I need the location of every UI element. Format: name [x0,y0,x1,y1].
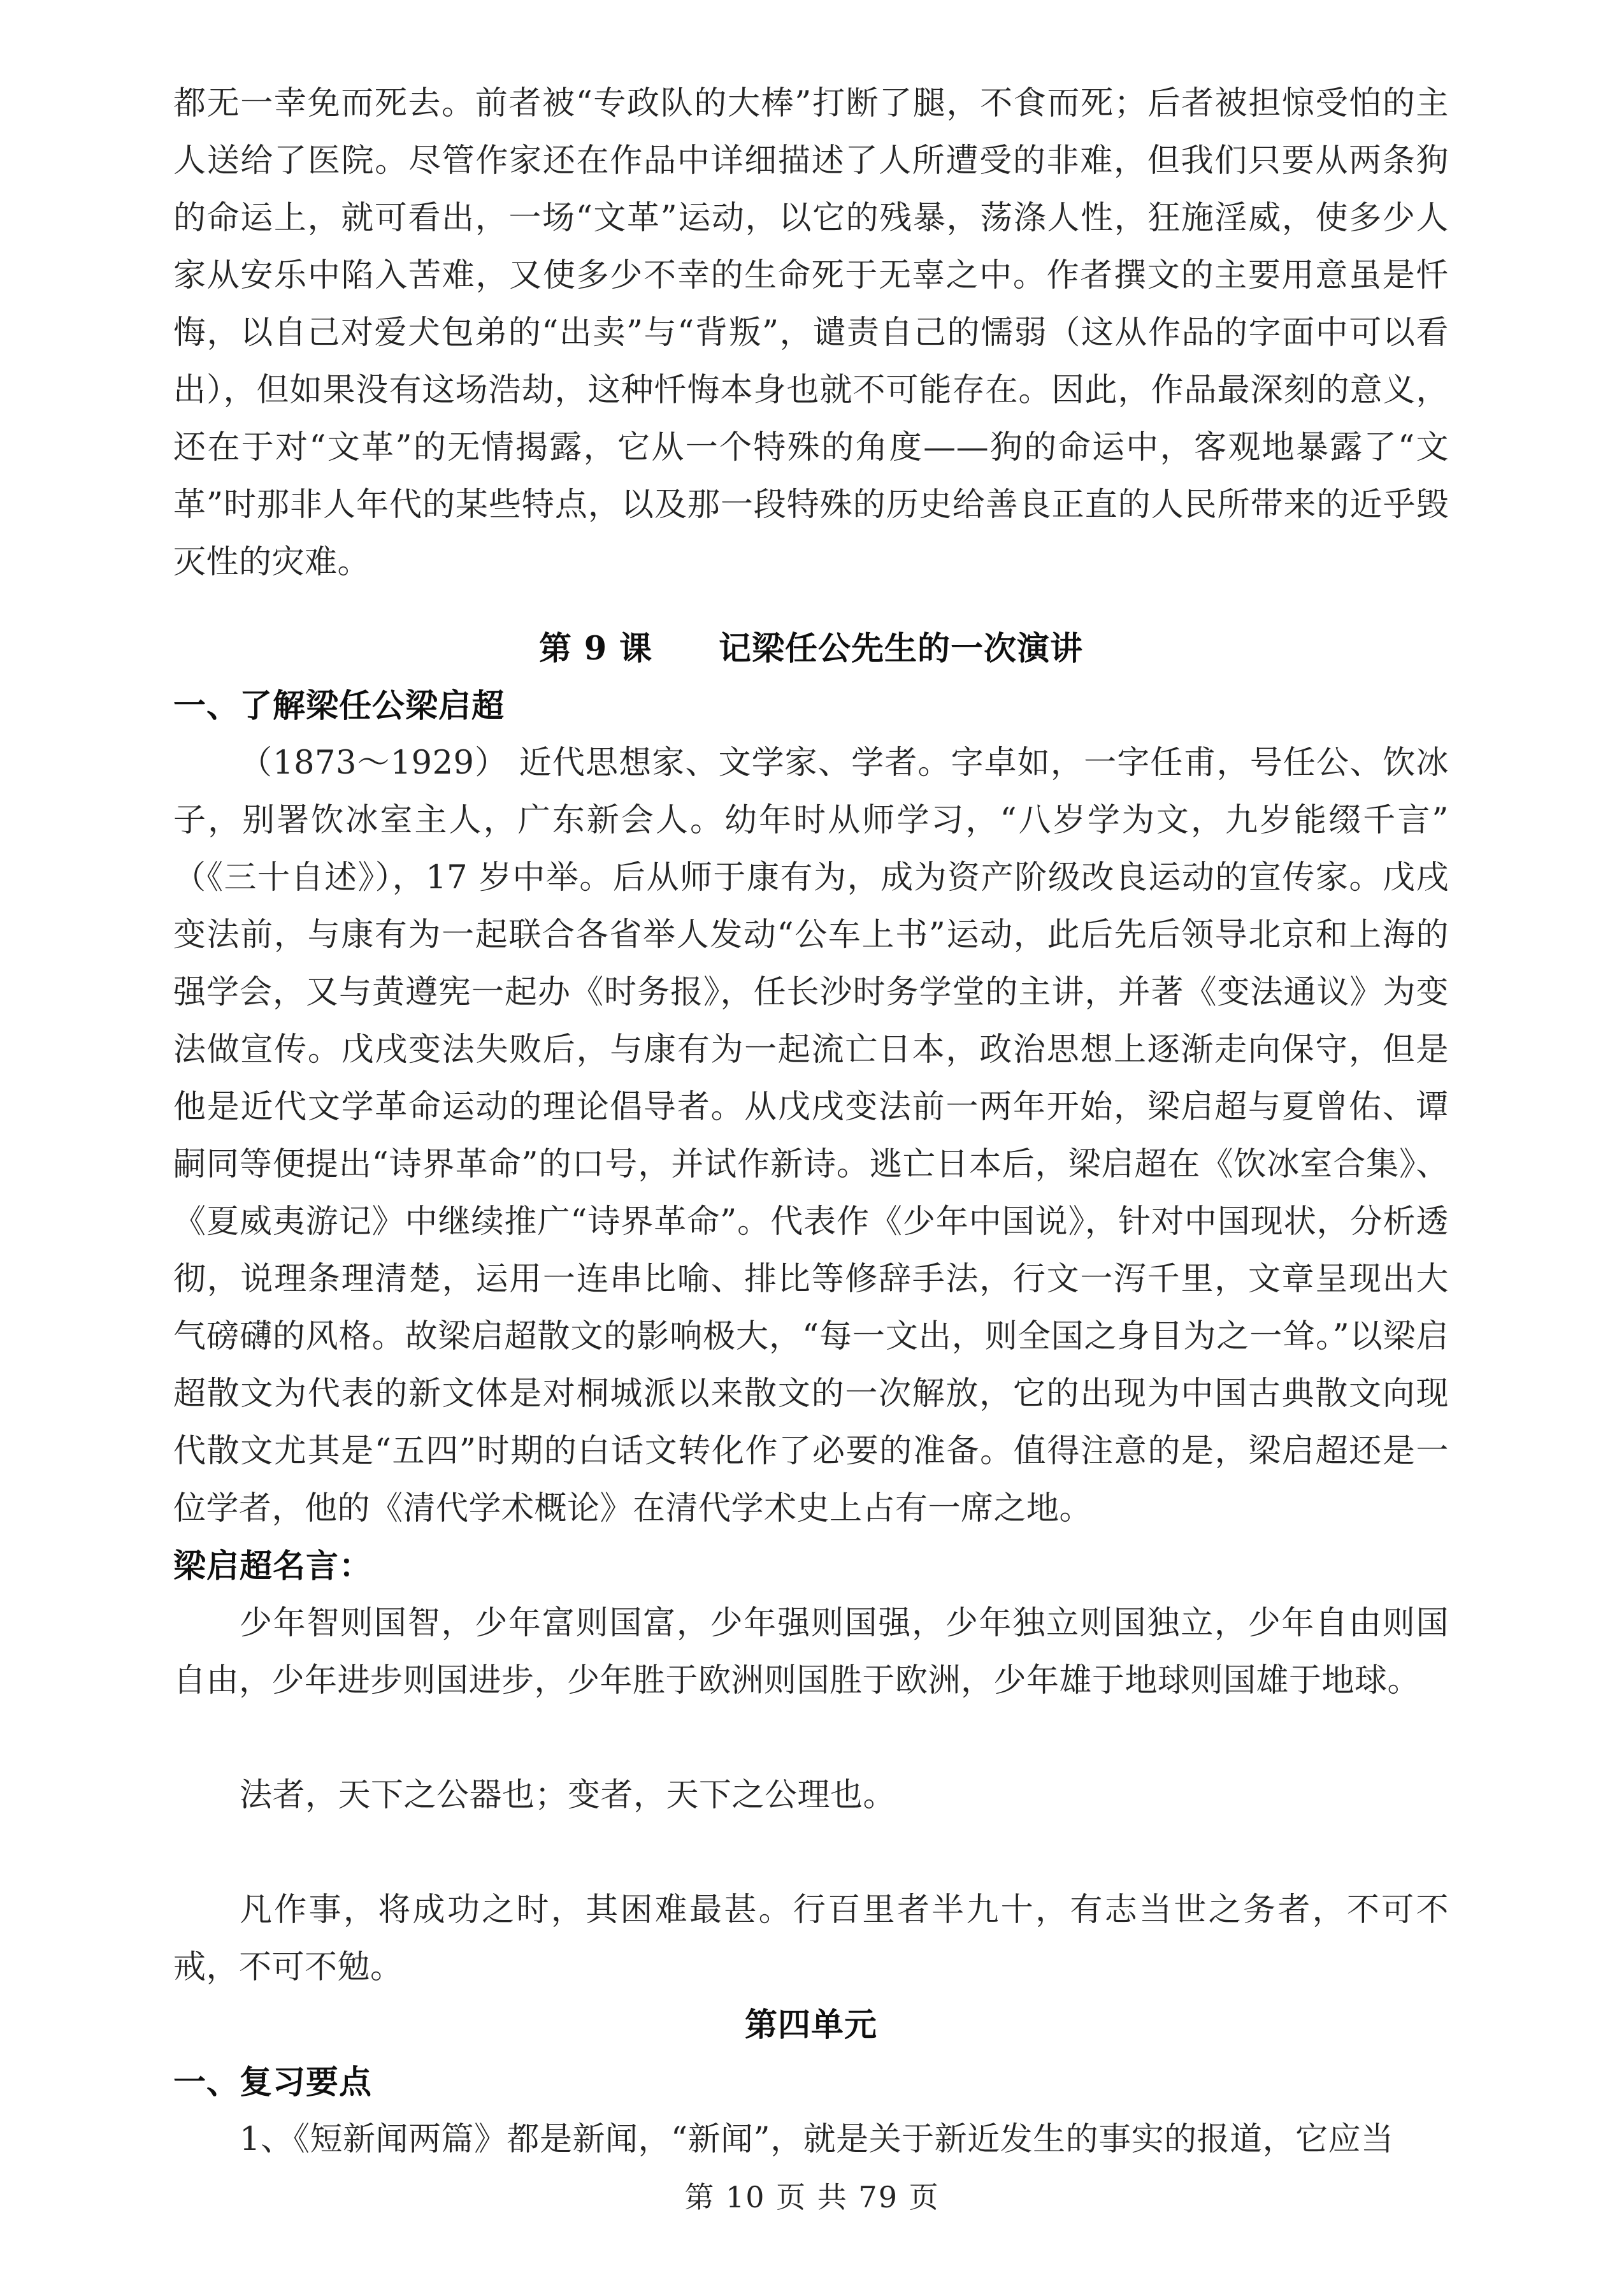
lesson-title: 第 9 课 记梁任公先生的一次演讲 [539,630,1083,668]
unit-title: 第四单元 [744,2006,877,2044]
quotes-heading: 梁启超名言： [173,1547,373,1585]
unit-section-heading-1: 一、复习要点 [173,2063,373,2102]
quote-item-2: 法者，天下之公器也；变者，天下之公理也。 [240,1777,896,1814]
liang-qichao-biography: （1873～1929） 近代思想家、文学家、学者。字卓如，一字任甫，号任公、饮冰子，别署饮冰室主人，广东新会人。幼年时从师学习，“八岁学为文，九岁能缀千言”（《三十自述》），17 岁中举。后从师于康有为，成为资产阶级改良运动的宣传家。戊戌变法前，与康有为一起联合各省举人发动“公车上书”运动，此后先后领导北京和上海的强学会，又与黄遵宪一起办《时务报》，任长沙时务学堂的主讲，并著《变法通议》为变法做宣传。戊戌变法失败后，与康有为一起流亡日本，政治思想上逐渐走向保守，但是他是近代文学革命运动的理论倡导者。从戊戌变法前一两年开始，梁启超与夏曾佑、谭嗣同等便提出“诗界革命”的口号，并试作新诗。逃亡日本后，梁启超在《饮冰室合集》、《夏威夷游记》中继续推广“诗界革命”。代表作《少年中国说》，针对中国现状，分析透彻，说理条理清楚，运用一连串比喻、排比等修辞手法，行文一泻千里，文章呈现出大气磅礴的风格。故梁启超散文的影响极大，“每一文出，则全国之身目为之一耸。”以梁启超散文为代表的新文体是对桐城派以来散文的一次解放，它的出现为中国古典散文向现代散文尤其是“五四”时期的白话文转化作了必要的准备。值得注意的是，梁启超还是一位学者，他的《清代学术概论》在清代学术史上占有一席之地。 [173,744,1449,1527]
page-footer: 第 10 页 共 79 页 [684,2180,940,2214]
spacer [173,1710,1449,1767]
document-text-column [173,75,1449,2168]
spacer [173,1824,1449,1882]
quote-item-1: 少年智则国智，少年富则国富，少年强则国强，少年独立则国独立，少年自由则国自由，少年进步则国进步，少年胜于欧洲则国胜于欧洲，少年雄于地球则国雄于地球。 [173,1605,1449,1699]
lesson-section-heading-1: 一、了解梁任公梁启超 [173,687,505,725]
spacer [173,591,1449,620]
review-item-1: 1、《短新闻两篇》都是新闻，“新闻”，就是关于新近发生的事实的报道，它应当 [240,2121,1394,2158]
body-paragraph-continuation: 都无一幸免而死去。前者被“专政队的大棒”打断了腿，不食而死；后者被担惊受怕的主人送给了医院。尽管作家还在作品中详细描述了人所遭受的非难，但我们只要从两条狗的命运上，就可看出，一场“文革”运动，以它的残暴，荡涤人性，狂施淫威，使多少人家从安乐中陷入苦难，又使多少不幸的生命死于无辜之中。作者撰文的主要用意虽是忏悔，以自己对爱犬包弟的“出卖”与“背叛”，谴责自己的懦弱（这从作品的字面中可以看出），但如果没有这场浩劫，这种忏悔本身也就不可能存在。因此，作品最深刻的意义，还在于对“文革”的无情揭露，它从一个特殊的角度——狗的命运中，客观地暴露了“文革”时那非人年代的某些特点，以及那一段特殊的历史给善良正直的人民所带来的近乎毁灭性的灾难。 [173,85,1449,581]
quote-item-3: 凡作事，将成功之时，其困难最甚。行百里者半九十，有志当世之务者，不可不戒，不可不勉。 [173,1891,1449,1986]
